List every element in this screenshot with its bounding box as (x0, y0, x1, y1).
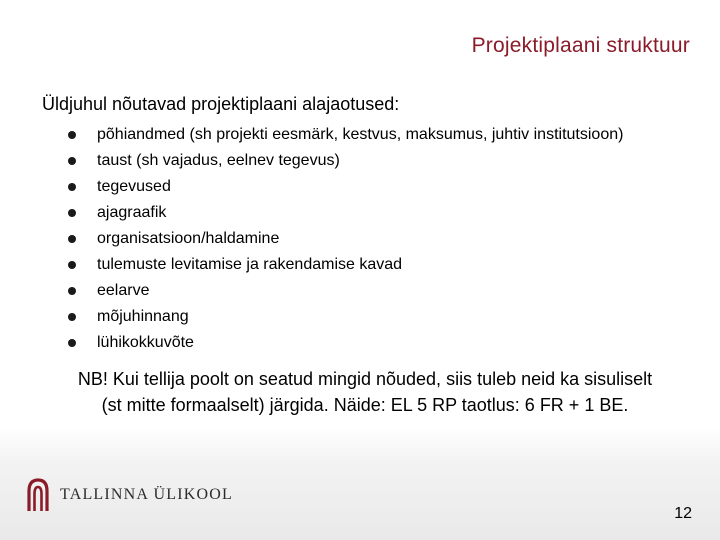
bullet-item (68, 122, 623, 148)
bullet-text: lühikokkuvõte (97, 334, 194, 351)
bullet-item (68, 148, 623, 174)
bullet-item (68, 200, 623, 226)
bullet-dot-icon (68, 287, 76, 295)
bullet-list (68, 122, 623, 356)
logo-text: TALLINNA ÜLIKOOL (60, 486, 233, 503)
bullet-item (68, 226, 623, 252)
university-logo (26, 478, 233, 512)
bullet-dot-icon (68, 131, 76, 139)
bullet-text: ajagraafik (97, 204, 167, 221)
bullet-text: põhiandmed (sh projekti eesmärk, kestvus, maksumus, juhtiv institutsioon) (97, 126, 624, 143)
bullet-text: organisatsioon/haldamine (97, 230, 280, 247)
bullet-item (68, 330, 623, 356)
bullet-text: mõjuhinnang (97, 308, 189, 325)
bullet-text: tulemuste levitamise ja rakendamise kavad (97, 256, 403, 273)
bullet-dot-icon (68, 209, 76, 217)
bullet-dot-icon (68, 157, 76, 165)
note-text (40, 366, 690, 418)
bullet-text: taust (sh vajadus, eelnev tegevus) (97, 152, 340, 169)
bullet-text: eelarve (97, 282, 150, 299)
bullet-item (68, 252, 623, 278)
bullet-item (68, 278, 623, 304)
bullet-item (68, 174, 623, 200)
bullet-dot-icon (68, 339, 76, 347)
slide-title: Projektiplaani struktuur (471, 34, 690, 57)
tallinn-university-emblem-icon (26, 478, 50, 512)
intro-text: Üldjuhul nõutavad projektiplaani alajaotused: (42, 94, 400, 114)
bullet-text: tegevused (97, 178, 171, 195)
bullet-dot-icon (68, 313, 76, 321)
bullet-dot-icon (68, 261, 76, 269)
page-number: 12 (674, 505, 692, 522)
bullet-dot-icon (68, 183, 76, 191)
note-line-1: NB! Kui tellija poolt on seatud mingid nõuded, siis tuleb neid ka sisuliselt (77, 369, 653, 389)
bullet-item (68, 304, 623, 330)
bullet-dot-icon (68, 235, 76, 243)
note-line-2: (st mitte formaalselt) järgida. Näide: EL 5 RP taotlus: 6 FR + 1 BE. (101, 395, 629, 415)
